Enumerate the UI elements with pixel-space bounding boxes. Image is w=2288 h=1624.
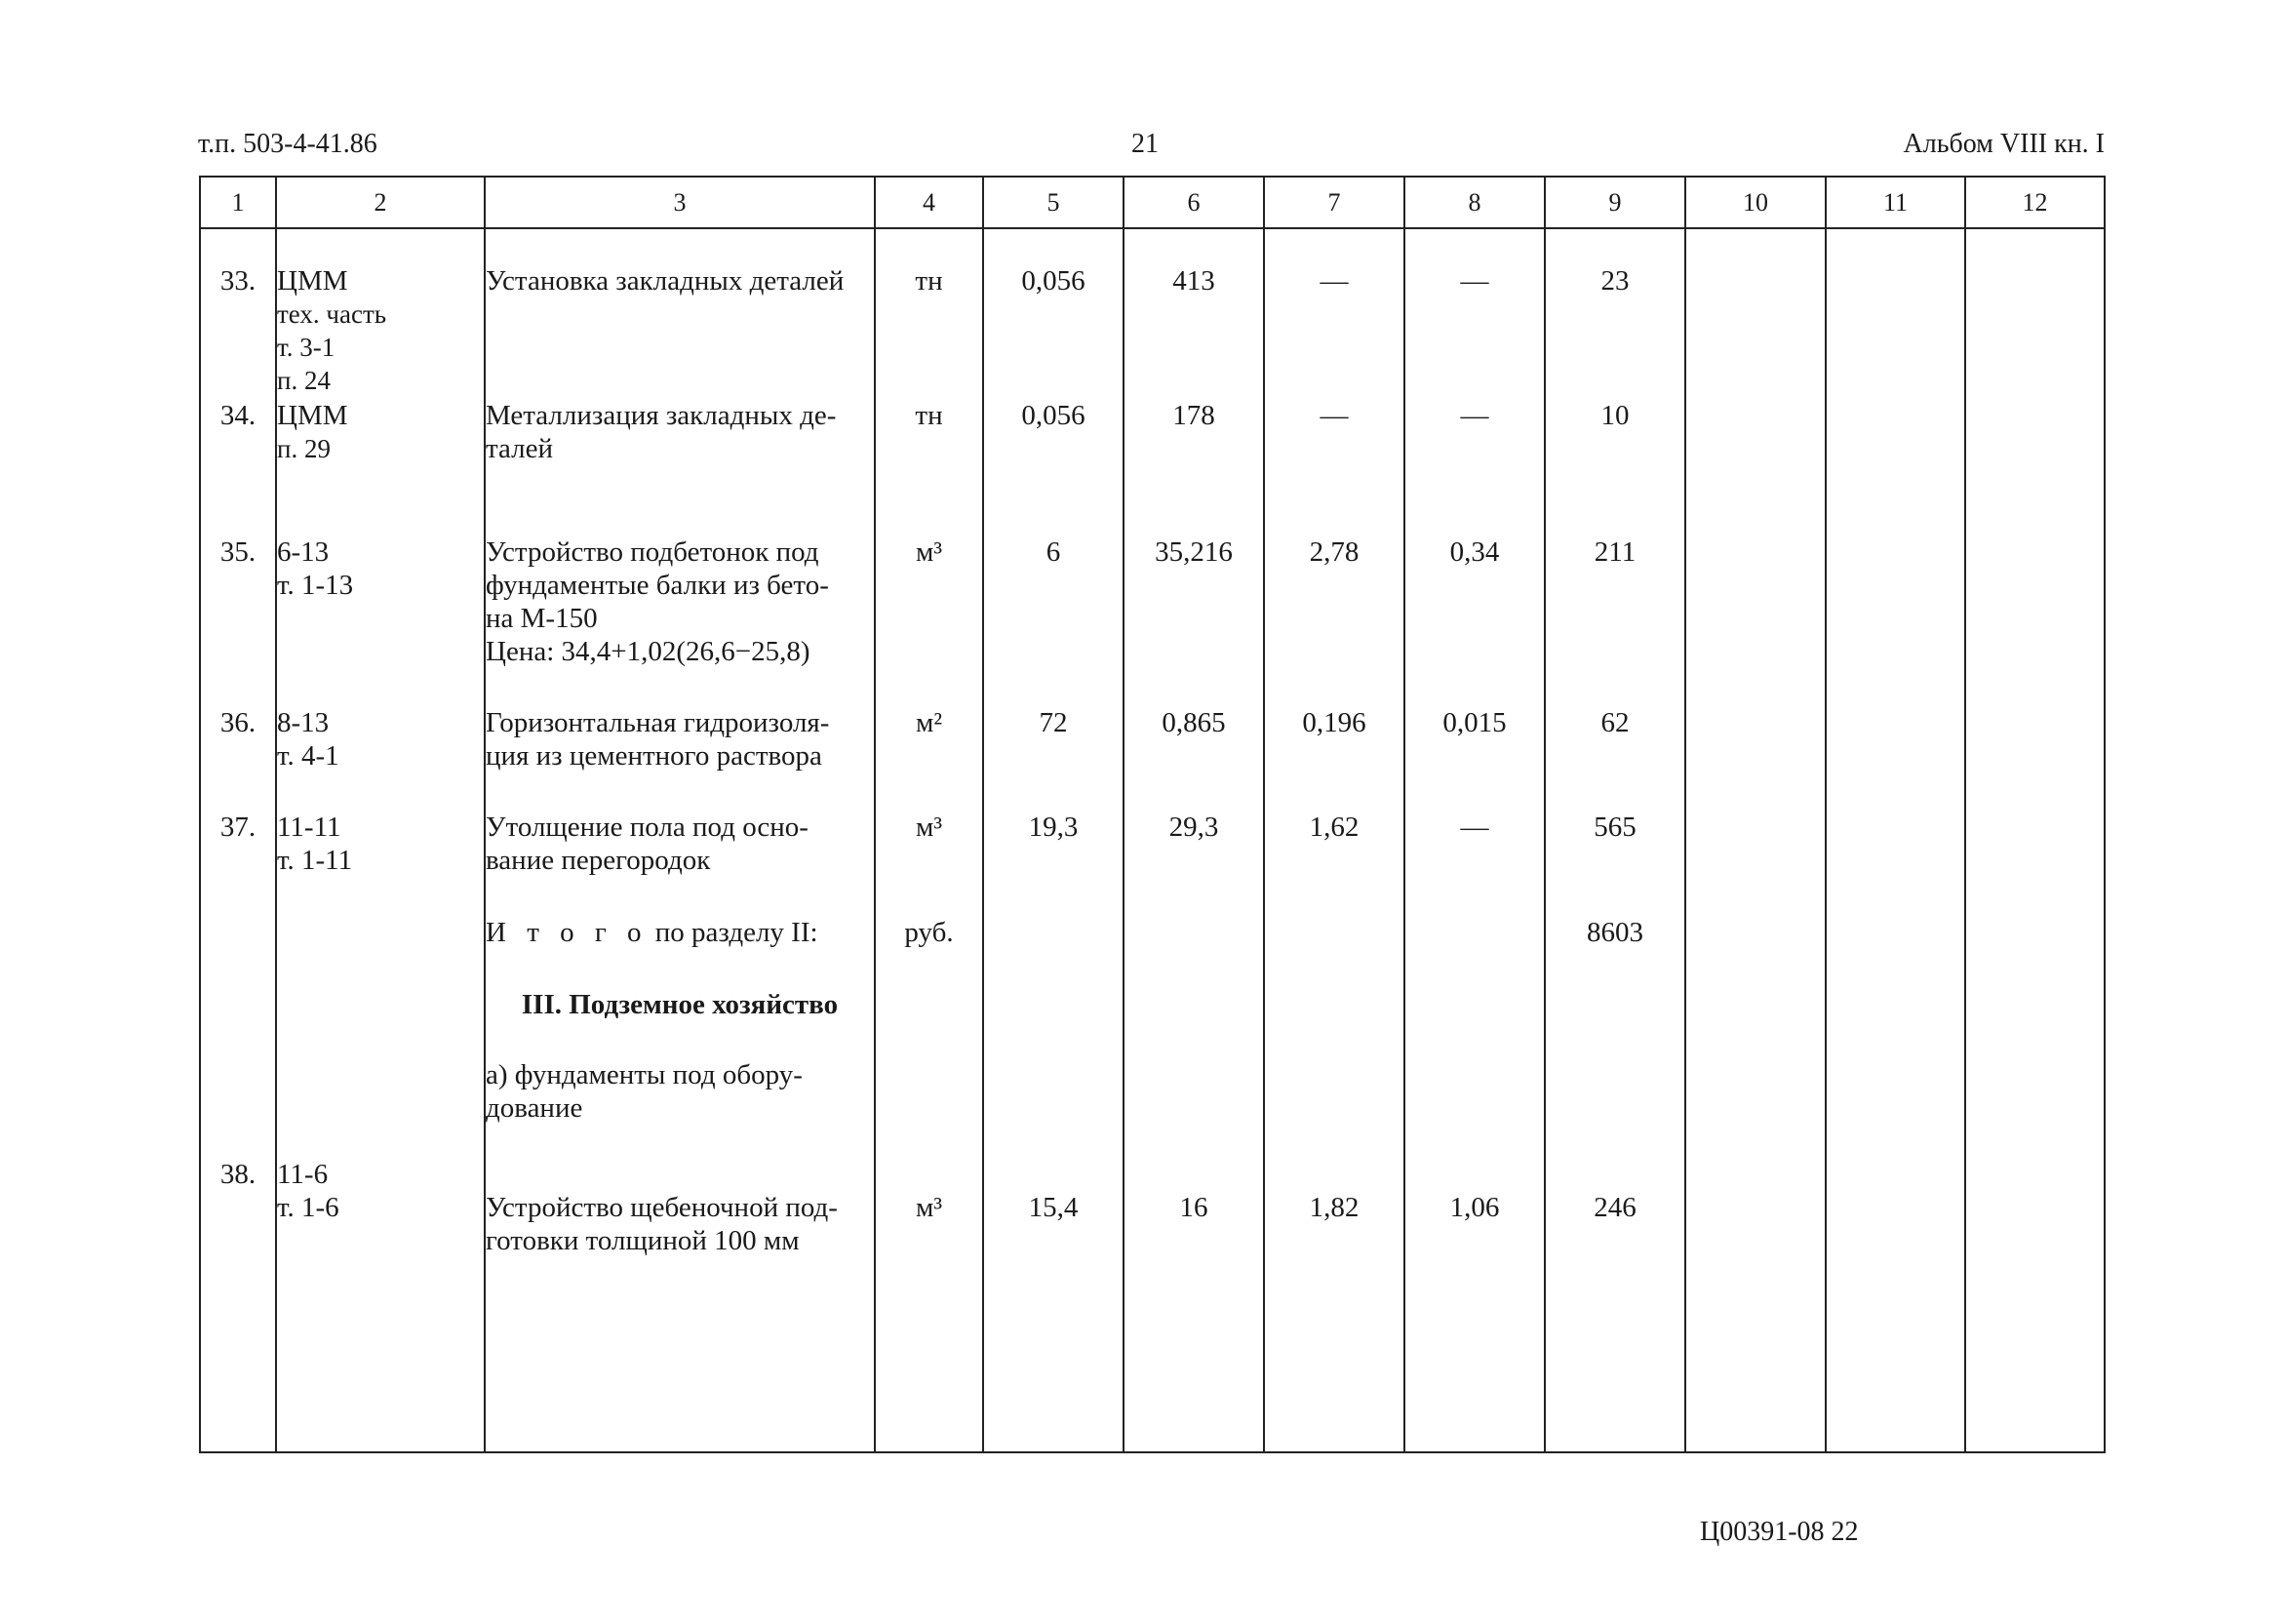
- value-cell: 178: [1124, 399, 1264, 535]
- column-header: 3: [485, 177, 875, 228]
- code-line: ЦММ: [277, 265, 348, 297]
- code-line: ЦММ: [277, 400, 348, 431]
- empty-cell: [1124, 1058, 1264, 1146]
- empty-cell: [1965, 228, 2105, 399]
- empty-cell: [1404, 1058, 1545, 1146]
- empty-cell: [1965, 399, 2105, 535]
- section-title: III. Подземное хозяйство: [485, 988, 875, 1058]
- empty-cell: [200, 988, 276, 1058]
- estimate-table: [199, 176, 2106, 1453]
- empty-cell: [1965, 535, 2105, 706]
- empty-cell: [1264, 988, 1404, 1058]
- code-line: т. 3-1: [277, 333, 335, 362]
- empty-cell: [983, 916, 1124, 988]
- value-cell: 0,865: [1124, 706, 1264, 811]
- unit-cell: тн: [875, 399, 983, 535]
- column-header: 6: [1124, 177, 1264, 228]
- value-cell: 246: [1545, 1146, 1685, 1452]
- desc-line: талей: [486, 433, 554, 464]
- empty-cell: [1826, 228, 1965, 399]
- album-label: Альбом VIII кн. I: [1903, 129, 2105, 159]
- quantity-cell: 72: [983, 706, 1124, 811]
- empty-cell: [1826, 988, 1965, 1058]
- value-cell: —: [1404, 399, 1545, 535]
- value-cell: —: [1404, 228, 1545, 399]
- norm-code: [276, 811, 485, 916]
- value-cell: —: [1264, 399, 1404, 535]
- empty-cell: [1965, 706, 2105, 811]
- unit-cell: м³: [875, 811, 983, 916]
- quantity-cell: 0,056: [983, 228, 1124, 399]
- empty-cell: [1826, 1146, 1965, 1452]
- value-cell: 23: [1545, 228, 1685, 399]
- empty-cell: [1826, 706, 1965, 811]
- total-label: [485, 916, 875, 988]
- code-line: т. 1-13: [277, 570, 354, 601]
- column-header: 4: [875, 177, 983, 228]
- work-description: [485, 228, 875, 399]
- table-row: [200, 1146, 2105, 1452]
- unit-cell: тн: [875, 228, 983, 399]
- empty-cell: [276, 916, 485, 988]
- value-cell: 35,216: [1124, 535, 1264, 706]
- value-cell: 0,015: [1404, 706, 1545, 811]
- value-cell: 1,82: [1264, 1146, 1404, 1452]
- column-header: 7: [1264, 177, 1404, 228]
- work-description: [485, 1146, 875, 1452]
- desc-line: Металлизация закладных де-: [486, 400, 837, 431]
- document-code: т.п. 503-4-41.86: [198, 129, 377, 159]
- empty-cell: [1826, 916, 1965, 988]
- empty-cell: [1685, 916, 1826, 988]
- desc-line: Утолщение пола под осно-: [486, 812, 809, 843]
- empty-cell: [1826, 811, 1965, 916]
- desc-line: вание перегородок: [486, 845, 711, 876]
- quantity-cell: 15,4: [983, 1146, 1124, 1452]
- total-unit: руб.: [875, 916, 983, 988]
- table-row: [200, 228, 2105, 399]
- value-cell: 62: [1545, 706, 1685, 811]
- value-cell: 565: [1545, 811, 1685, 916]
- value-cell: 10: [1545, 399, 1685, 535]
- work-description: [485, 706, 875, 811]
- empty-cell: [1685, 1146, 1826, 1452]
- column-header: 8: [1404, 177, 1545, 228]
- table-row: [200, 706, 2105, 811]
- code-line: п. 29: [277, 434, 331, 463]
- work-description: [485, 811, 875, 916]
- quantity-cell: 6: [983, 535, 1124, 706]
- code-line: т. 4-1: [277, 740, 339, 772]
- work-description: [485, 535, 875, 706]
- empty-cell: [1124, 988, 1264, 1058]
- total-label-rest: по разделу II:: [654, 917, 818, 948]
- unit-cell: м²: [875, 706, 983, 811]
- desc-line: Цена: 34,4+1,02(26,6−25,8): [486, 636, 810, 667]
- subsection-row: [200, 1058, 2105, 1146]
- empty-cell: [200, 1058, 276, 1146]
- empty-cell: [983, 988, 1124, 1058]
- empty-cell: [1685, 399, 1826, 535]
- empty-cell: [1965, 988, 2105, 1058]
- empty-cell: [1264, 916, 1404, 988]
- quantity-cell: 19,3: [983, 811, 1124, 916]
- total-value: 8603: [1545, 916, 1685, 988]
- value-cell: 413: [1124, 228, 1264, 399]
- column-header: 10: [1685, 177, 1826, 228]
- value-cell: 0,34: [1404, 535, 1545, 706]
- empty-cell: [1965, 916, 2105, 988]
- empty-cell: [1404, 916, 1545, 988]
- code-line: 11-11: [277, 812, 341, 843]
- empty-cell: [1124, 916, 1264, 988]
- norm-code: [276, 706, 485, 811]
- unit-cell: м³: [875, 1146, 983, 1452]
- empty-cell: [983, 1058, 1124, 1146]
- column-header: 1: [200, 177, 276, 228]
- desc-line: ция из цементного раствора: [486, 740, 822, 772]
- row-number: 37.: [200, 811, 276, 916]
- empty-cell: [875, 1058, 983, 1146]
- empty-cell: [1685, 1058, 1826, 1146]
- total-label-word: И т о г о: [486, 917, 649, 948]
- empty-cell: [1685, 228, 1826, 399]
- row-number: 36.: [200, 706, 276, 811]
- value-cell: 211: [1545, 535, 1685, 706]
- empty-cell: [1826, 399, 1965, 535]
- empty-cell: [1965, 1146, 2105, 1452]
- desc-line: фундаментые балки из бето-: [486, 570, 829, 601]
- total-row: [200, 916, 2105, 988]
- empty-cell: [276, 1058, 485, 1146]
- quantity-cell: 0,056: [983, 399, 1124, 535]
- column-header: 2: [276, 177, 485, 228]
- value-cell: —: [1404, 811, 1545, 916]
- unit-cell: м³: [875, 535, 983, 706]
- code-line: п. 24: [277, 366, 331, 395]
- column-header: 5: [983, 177, 1124, 228]
- code-line: т. 1-6: [277, 1192, 339, 1223]
- empty-cell: [276, 988, 485, 1058]
- value-cell: 1,62: [1264, 811, 1404, 916]
- value-cell: 2,78: [1264, 535, 1404, 706]
- code-line: 8-13: [277, 707, 330, 738]
- desc-line: Установка закладных деталей: [486, 265, 845, 297]
- table-row: [200, 535, 2105, 706]
- row-number: 35.: [200, 535, 276, 706]
- norm-code: [276, 228, 485, 399]
- value-cell: —: [1264, 228, 1404, 399]
- norm-code: [276, 1146, 485, 1452]
- section-heading-row: [200, 988, 2105, 1058]
- empty-cell: [200, 916, 276, 988]
- column-header: 11: [1826, 177, 1965, 228]
- empty-cell: [1965, 1058, 2105, 1146]
- desc-line: на М-150: [486, 603, 598, 634]
- row-number: 38.: [200, 1146, 276, 1452]
- desc-line: дование: [486, 1092, 583, 1124]
- table-row: [200, 399, 2105, 535]
- desc-line: Устройство щебеночной под-: [486, 1192, 838, 1223]
- row-number: 34.: [200, 399, 276, 535]
- desc-line: Горизонтальная гидроизоля-: [486, 707, 830, 738]
- empty-cell: [1826, 1058, 1965, 1146]
- value-cell: 29,3: [1124, 811, 1264, 916]
- desc-line: готовки толщиной 100 мм: [486, 1225, 800, 1256]
- value-cell: 0,196: [1264, 706, 1404, 811]
- norm-code: [276, 399, 485, 535]
- empty-cell: [1264, 1058, 1404, 1146]
- empty-cell: [1545, 988, 1685, 1058]
- empty-cell: [875, 988, 983, 1058]
- value-cell: 16: [1124, 1146, 1264, 1452]
- empty-cell: [1685, 811, 1826, 916]
- empty-cell: [1685, 988, 1826, 1058]
- desc-line: а) фундаменты под обору-: [486, 1059, 803, 1090]
- norm-code: [276, 535, 485, 706]
- column-header: 12: [1965, 177, 2105, 228]
- code-line: тех. часть: [277, 299, 387, 329]
- empty-cell: [1685, 535, 1826, 706]
- empty-cell: [1826, 535, 1965, 706]
- empty-cell: [1965, 811, 2105, 916]
- column-number-row: [200, 177, 2105, 228]
- page-number: 21: [1131, 129, 1159, 159]
- table-row: [200, 811, 2105, 916]
- sheet-code: Ц00391-08 22: [1700, 1517, 1859, 1547]
- subsection-title: [485, 1058, 875, 1146]
- desc-line: Устройство подбетонок под: [486, 536, 819, 568]
- empty-cell: [1545, 1058, 1685, 1146]
- empty-cell: [1404, 988, 1545, 1058]
- value-cell: 1,06: [1404, 1146, 1545, 1452]
- code-line: т. 1-11: [277, 845, 353, 876]
- code-line: 11-6: [277, 1159, 329, 1190]
- row-number: 33.: [200, 228, 276, 399]
- code-line: 6-13: [277, 536, 330, 568]
- column-header: 9: [1545, 177, 1685, 228]
- empty-cell: [1685, 706, 1826, 811]
- work-description: [485, 399, 875, 535]
